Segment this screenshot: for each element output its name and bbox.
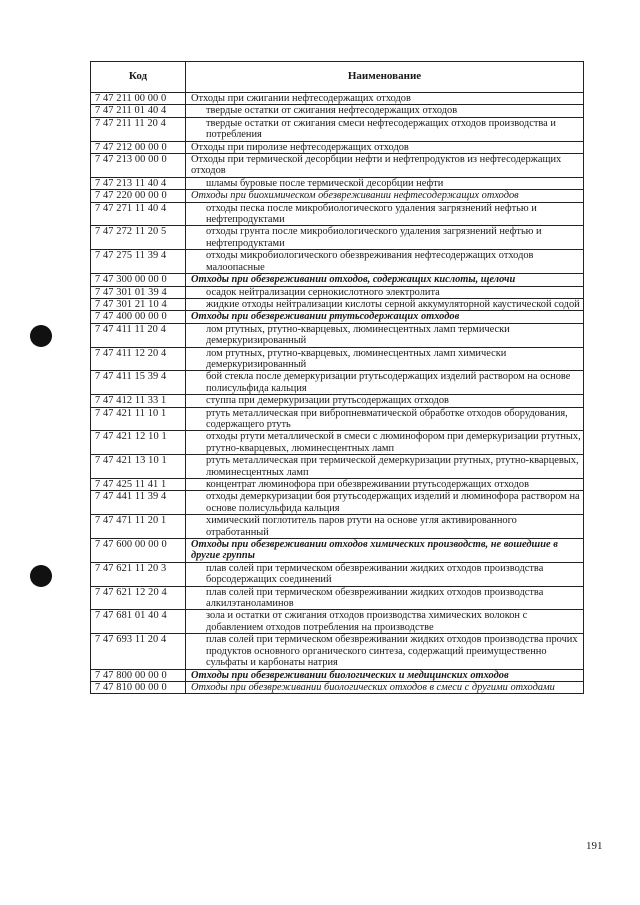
waste-code: 7 47 301 01 39 4 <box>91 286 186 298</box>
waste-name: концентрат люминофора при обезвреживании ртутьсодержащих отходов <box>186 479 584 491</box>
waste-code: 7 47 300 00 00 0 <box>91 274 186 286</box>
waste-code: 7 47 412 11 33 1 <box>91 395 186 407</box>
waste-name: отходы ртути металлической в смеси с люминофором при демеркуризации ртутных, ртутно-кварцевых, люминесцентных ламп <box>186 431 584 455</box>
waste-name: шламы буровые после термической десорбции нефти <box>186 177 584 189</box>
waste-code: 7 47 301 21 10 4 <box>91 298 186 310</box>
waste-name: твердые остатки от сжигания смеси нефтесодержащих отходов производства и потребления <box>186 117 584 141</box>
table-row <box>91 250 584 274</box>
waste-code-table <box>90 61 584 694</box>
table-row <box>91 515 584 539</box>
waste-name: Отходы при пиролизе нефтесодержащих отходов <box>186 141 584 153</box>
table-row <box>91 298 584 310</box>
waste-code: 7 47 211 11 20 4 <box>91 117 186 141</box>
waste-code: 7 47 400 00 00 0 <box>91 311 186 323</box>
waste-name: Отходы при обезвреживании отходов химических производств, не вошедшие в другие группы <box>186 539 584 563</box>
waste-name: Отходы при биохимическом обезвреживании нефтесодержащих отходов <box>186 190 584 202</box>
waste-name: плав солей при термическом обезвреживании жидких отходов производства алкилэтаноламинов <box>186 586 584 610</box>
waste-name: отходы песка после микробиологического удаления загрязнений нефтью и нефтепродуктами <box>186 202 584 226</box>
waste-code: 7 47 421 11 10 1 <box>91 407 186 431</box>
waste-code: 7 47 471 11 20 1 <box>91 515 186 539</box>
table-row <box>91 190 584 202</box>
waste-code: 7 47 213 11 40 4 <box>91 177 186 189</box>
waste-code: 7 47 272 11 20 5 <box>91 226 186 250</box>
waste-name: Отходы при обезвреживании ртутьсодержащих отходов <box>186 311 584 323</box>
waste-name: Отходы при термической десорбции нефти и нефтепродуктов из нефтесодержащих отходов <box>186 154 584 178</box>
waste-code: 7 47 810 00 00 0 <box>91 681 186 693</box>
waste-name: отходы демеркуризации боя ртутьсодержащих изделий и люминофора раствором на основе полисульфида кальция <box>186 491 584 515</box>
waste-code: 7 47 621 11 20 3 <box>91 562 186 586</box>
waste-name: отходы грунта после микробиологического удаления загрязнений нефтью и нефтепродуктами <box>186 226 584 250</box>
table-row <box>91 491 584 515</box>
table-row <box>91 117 584 141</box>
waste-name: ртуть металлическая при вибропневматической обработке отходов оборудования, содержащего ртуть <box>186 407 584 431</box>
waste-code: 7 47 411 12 20 4 <box>91 347 186 371</box>
table-row <box>91 586 584 610</box>
waste-code: 7 47 411 11 20 4 <box>91 323 186 347</box>
table-row <box>91 93 584 105</box>
table-header-row <box>91 62 584 93</box>
waste-name: ступпа при демеркуризации ртутьсодержащих отходов <box>186 395 584 407</box>
table-row <box>91 226 584 250</box>
table-row <box>91 669 584 681</box>
table-row <box>91 539 584 563</box>
waste-name: химический поглотитель паров ртути на основе угля активированного отработанный <box>186 515 584 539</box>
waste-name: зола и остатки от сжигания отходов производства химических волокон с добавлением отходов потребления на производстве <box>186 610 584 634</box>
waste-name: твердые остатки от сжигания нефтесодержащих отходов <box>186 105 584 117</box>
table-row <box>91 479 584 491</box>
table-row <box>91 141 584 153</box>
table-row <box>91 395 584 407</box>
page-number: 191 <box>586 840 603 852</box>
waste-code: 7 47 211 01 40 4 <box>91 105 186 117</box>
waste-code: 7 47 800 00 00 0 <box>91 669 186 681</box>
waste-code: 7 47 212 00 00 0 <box>91 141 186 153</box>
waste-code: 7 47 441 11 39 4 <box>91 491 186 515</box>
waste-code: 7 47 211 00 00 0 <box>91 93 186 105</box>
waste-name: Отходы при обезвреживании биологических и медицинских отходов <box>186 669 584 681</box>
name-column-header: Наименование <box>186 62 584 93</box>
waste-name: Отходы при обезвреживании биологических отходов в смеси с другими отходами <box>186 681 584 693</box>
waste-name: осадок нейтрализации сернокислотного электролита <box>186 286 584 298</box>
table-row <box>91 274 584 286</box>
waste-name: плав солей при термическом обезвреживании жидких отходов производства борсодержащих соединений <box>186 562 584 586</box>
table-row <box>91 431 584 455</box>
table-row <box>91 311 584 323</box>
waste-code: 7 47 275 11 39 4 <box>91 250 186 274</box>
code-column-header: Код <box>91 62 186 93</box>
waste-code: 7 47 220 00 00 0 <box>91 190 186 202</box>
table-row <box>91 371 584 395</box>
waste-name: Отходы при обезвреживании отходов, содержащих кислоты, щелочи <box>186 274 584 286</box>
table-row <box>91 105 584 117</box>
table-row <box>91 562 584 586</box>
table-row <box>91 154 584 178</box>
waste-code: 7 47 621 12 20 4 <box>91 586 186 610</box>
waste-code: 7 47 411 15 39 4 <box>91 371 186 395</box>
waste-name: лом ртутных, ртутно-кварцевых, люминесцентных ламп термически демеркуризированный <box>186 323 584 347</box>
binder-hole-bottom <box>30 565 52 587</box>
waste-code: 7 47 421 12 10 1 <box>91 431 186 455</box>
table-row <box>91 286 584 298</box>
waste-code: 7 47 421 13 10 1 <box>91 455 186 479</box>
waste-name: лом ртутных, ртутно-кварцевых, люминесцентных ламп химически демеркуризированный <box>186 347 584 371</box>
table-row <box>91 681 584 693</box>
waste-code: 7 47 213 00 00 0 <box>91 154 186 178</box>
table-row <box>91 455 584 479</box>
binder-hole-top <box>30 325 52 347</box>
waste-code: 7 47 693 11 20 4 <box>91 634 186 669</box>
waste-code: 7 47 600 00 00 0 <box>91 539 186 563</box>
table-row <box>91 634 584 669</box>
table-row <box>91 610 584 634</box>
table-row <box>91 407 584 431</box>
table-row <box>91 347 584 371</box>
table-row <box>91 202 584 226</box>
waste-name: жидкие отходы нейтрализации кислоты серной аккумуляторной каустической содой <box>186 298 584 310</box>
waste-code: 7 47 425 11 41 1 <box>91 479 186 491</box>
waste-code: 7 47 271 11 40 4 <box>91 202 186 226</box>
table-row <box>91 323 584 347</box>
waste-name: ртуть металлическая при термической демеркуризации ртутных, ртутно-кварцевых, люминесцентных ламп <box>186 455 584 479</box>
table-row <box>91 177 584 189</box>
waste-name: бой стекла после демеркуризации ртутьсодержащих изделий раствором на основе полисульфида кальция <box>186 371 584 395</box>
waste-name: плав солей при термическом обезвреживании жидких отходов производства прочих продуктов основного органического синтеза, содержащий преимущественно сульфаты и карбонаты натрия <box>186 634 584 669</box>
waste-name: отходы микробиологического обезвреживания нефтесодержащих отходов малоопасные <box>186 250 584 274</box>
waste-code: 7 47 681 01 40 4 <box>91 610 186 634</box>
waste-name: Отходы при сжигании нефтесодержащих отходов <box>186 93 584 105</box>
table-body <box>91 93 584 694</box>
